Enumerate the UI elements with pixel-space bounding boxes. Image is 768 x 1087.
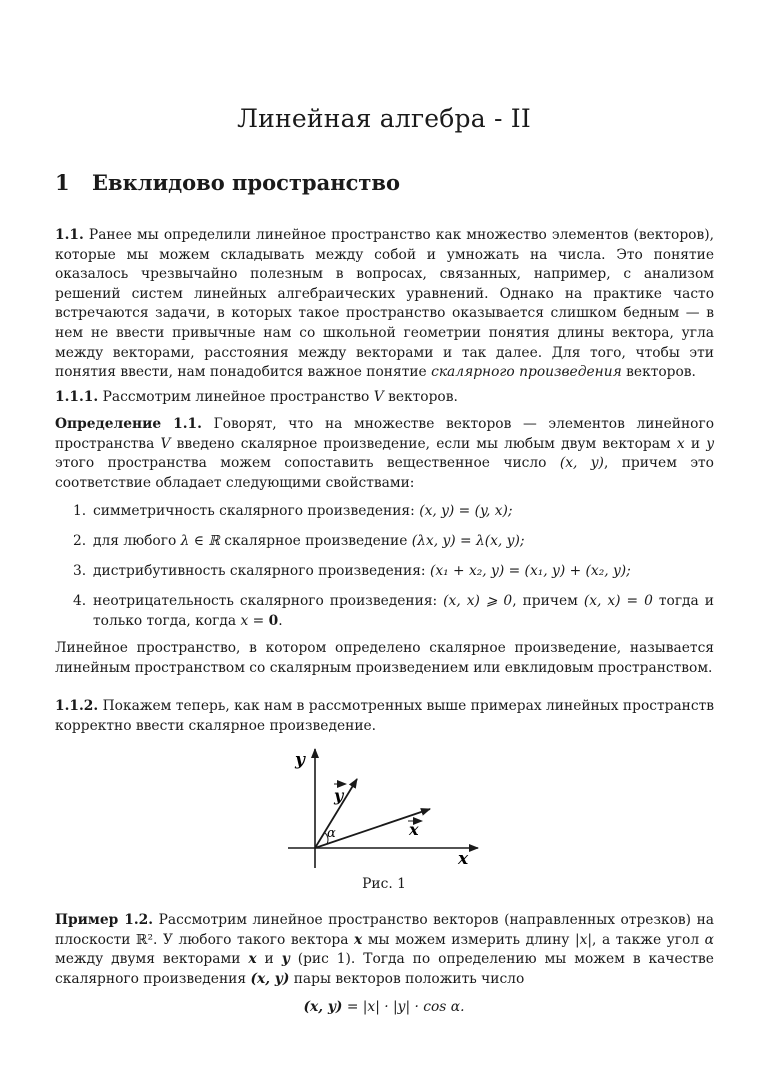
example-1-2 (55, 911, 714, 989)
page-title: Линейная алгебра - II (237, 104, 531, 133)
section-title: Евклидово пространство (92, 170, 400, 195)
math-expr: (x, y) (559, 455, 604, 472)
x-axis-label: x (458, 849, 469, 869)
angle-label: α (327, 826, 336, 841)
para-text: Линейное пространство, в котором определено скалярное произведение, называется линейным пространством со скалярным произведением или евклидовым пространством. (55, 640, 714, 676)
y-axis-label: y (295, 750, 305, 770)
def-text: Говорят, что на множестве векторов — элементов линейного пространства (55, 416, 715, 452)
math-expr: (x₁ + x₂, y) = (x₁, y) + (x₂, y); (429, 563, 631, 579)
item-text: тогда и только тогда, когда (93, 593, 714, 629)
math-var: x (248, 951, 257, 968)
section-number: 1 (55, 170, 70, 195)
math-expr: (x, x) = 0 (583, 593, 653, 609)
paragraph-euclidean (55, 639, 714, 678)
example-label: Пример 1.2. (55, 912, 154, 928)
vector-diagram (280, 745, 480, 875)
math-var: α (704, 931, 714, 948)
def-text: , причем это соответствие обладает следующими свойствами: (55, 455, 714, 491)
item-number: 1. (73, 503, 87, 519)
zero-vector: 0 (268, 612, 279, 629)
example-text: пары векторов положить число (293, 970, 525, 987)
item-text: дистрибутивность скалярного произведения: (93, 563, 426, 579)
def-text: этого пространства можем сопоставить вещественное число (55, 455, 547, 472)
item-number: 2. (73, 533, 87, 549)
item-number: 3. (73, 563, 87, 579)
vector-figure (280, 745, 480, 875)
item-number: 4. (73, 593, 87, 609)
item-text: скалярное произведение (224, 533, 408, 549)
formula-rhs: = |x| · |y| · cos α. (346, 999, 465, 1015)
formula-lhs: (x, y) (303, 999, 343, 1015)
para-text: Покажем теперь, как нам в рассмотренных выше примерах линейных пространств корректно ввести скалярное произведение. (55, 698, 714, 734)
paragraph-1-1-2 (55, 697, 714, 736)
example-text: (рис 1). Тогда по определению мы можем в качестве скалярного произведения (55, 951, 714, 987)
para-text: Ранее мы определили линейное пространство как множество элементов (векторов), которые мы можем складывать между собой и умножать на числа. Это понятие оказалось чрезвычайно полезным в вопросах, связанных, например, с анализом решений систем линейных алгебраических уравнений. Однако на практике часто встречаются задачи, в которых такое пространство оказывается слишком бедным — в нем не ввести привычные нам со школьной геометрии понятия длины вектора, угла между векторами, расстояния между векторами и так далее. Для того, чтобы эти понятия ввести, нам понадобится важное понятие (55, 227, 714, 381)
section-heading (55, 170, 400, 195)
example-text: . У любого такого вектора (153, 931, 349, 948)
def-text: введено скалярное произведение, если мы любым двум векторам (176, 435, 671, 452)
item-text: для любого (93, 533, 177, 549)
example-text: и (264, 951, 274, 968)
para-tail: векторов. (626, 364, 696, 381)
math-expr: (x, y) (250, 970, 290, 987)
display-formula (0, 999, 768, 1015)
math-expr: λ ∈ ℝ (180, 533, 220, 549)
para-text: векторов. (388, 389, 458, 405)
paragraph-1-1 (55, 226, 714, 383)
math-var: V (160, 435, 171, 452)
vector-y-label: y (334, 786, 344, 805)
math-expr: (x, y) = (y, x); (419, 503, 513, 519)
item-text: неотрицательность скалярного произведения: (93, 593, 438, 609)
math-expr: (x, x) ⩾ 0 (443, 593, 513, 609)
def-text: и (690, 435, 701, 452)
item-text: , причем (512, 593, 578, 609)
vector-x-label: x (409, 820, 419, 839)
math-var: x (354, 931, 363, 948)
math-var: y (281, 951, 290, 968)
para-label: 1.1.1. (55, 389, 99, 405)
para-label: 1.1.2. (55, 698, 99, 714)
para-label: 1.1. (55, 227, 84, 243)
definition-label: Определение 1.1. (55, 416, 202, 432)
figure-caption: Рис. 1 (362, 876, 406, 892)
math-var: y (706, 435, 715, 452)
emphasis: скалярного произведения (431, 364, 622, 381)
item-text: . (278, 612, 283, 629)
math-var: x (676, 435, 685, 452)
math-expr: x = (240, 612, 265, 629)
example-text: Рассмотрим линейное пространство векторов (направленных отрезков) на плоскости (55, 912, 714, 948)
example-text: между двумя векторами (55, 951, 241, 968)
math-expr: ℝ² (136, 931, 154, 948)
math-expr: (λx, y) = λ(x, y); (411, 533, 525, 549)
example-text: мы можем измерить длину (367, 931, 570, 948)
item-text: симметричность скалярного произведения: (93, 503, 415, 519)
example-text: , а также угол (592, 931, 700, 948)
math-var: V (373, 389, 384, 405)
paragraph-1-1-1 (55, 388, 714, 408)
math-expr: |x| (574, 931, 593, 948)
definition-1-1 (55, 415, 714, 493)
para-text: Рассмотрим линейное пространство (102, 389, 370, 405)
